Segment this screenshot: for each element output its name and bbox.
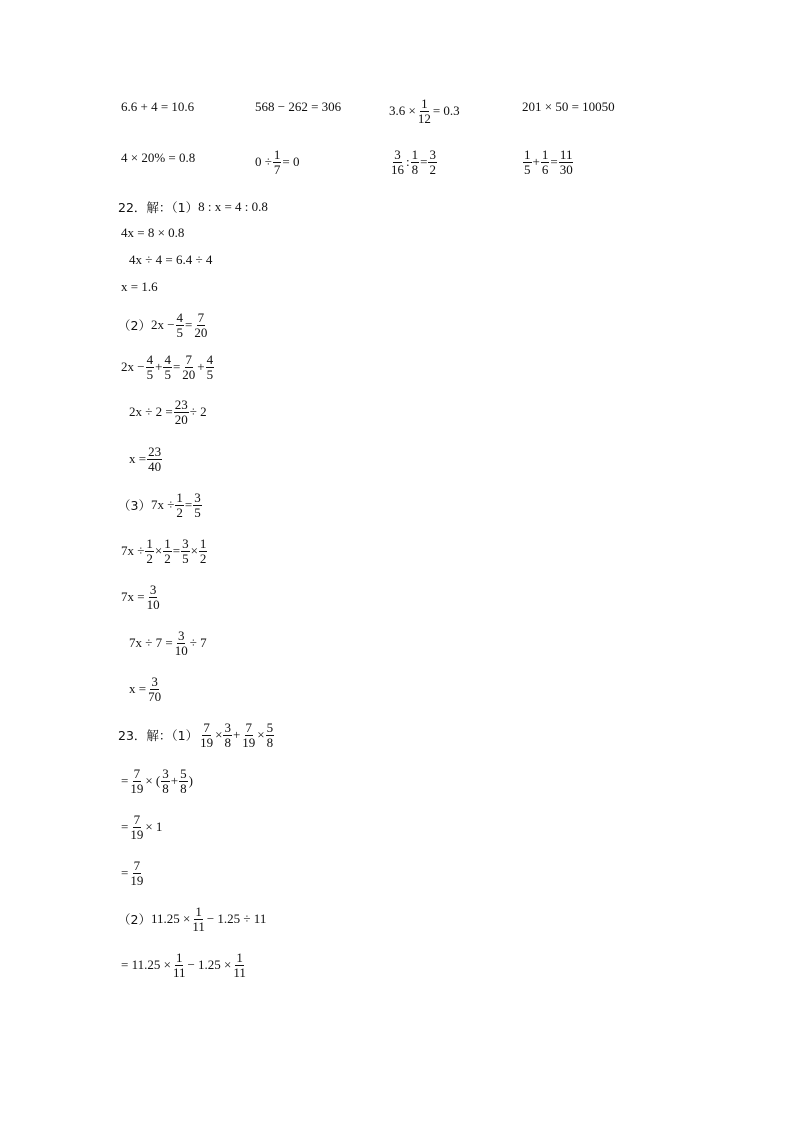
denominator: 8: [162, 780, 169, 796]
calc-operator: +: [197, 359, 205, 375]
denominator: 6: [541, 161, 549, 177]
denominator: 8: [180, 780, 187, 796]
denominator: 19: [130, 826, 144, 842]
numerator: 3: [182, 536, 189, 551]
denominator: 5: [176, 324, 184, 340]
numerator: 3: [162, 766, 169, 781]
numerator: 5: [266, 720, 274, 735]
numerator: 7: [133, 858, 141, 873]
fraction: [175, 491, 184, 519]
fraction: [172, 951, 187, 979]
q22-step2: [129, 252, 212, 268]
fraction: [541, 148, 550, 176]
denominator: 8: [224, 734, 231, 750]
numerator: 1: [175, 950, 183, 965]
numerator: 3: [224, 720, 231, 735]
fraction: [147, 675, 162, 703]
denominator: 5: [194, 504, 201, 520]
fraction: [266, 721, 275, 749]
calc-row1-d: [522, 99, 615, 115]
calc-operator: × (: [145, 773, 161, 789]
calc-operator: =: [121, 819, 129, 835]
denominator: 2: [429, 161, 436, 177]
q22-part3-step1: [121, 537, 208, 565]
numerator: 4: [164, 352, 171, 367]
numerator: 1: [164, 536, 171, 551]
numerator: 1: [199, 536, 207, 551]
q22-part3: [118, 491, 203, 519]
calc-text: − 1.25 ÷ 11: [206, 911, 267, 927]
numerator: 1: [176, 490, 183, 505]
q23-part2-step1: [121, 951, 248, 979]
calc-text: 2x −: [150, 317, 175, 333]
numerator: 1: [195, 904, 202, 919]
fraction: [145, 537, 154, 565]
fraction: [161, 767, 170, 795]
numerator: 1: [273, 147, 281, 162]
calc-row2-b: [255, 148, 299, 176]
calc-operator: ×: [190, 543, 198, 559]
denominator: 7: [273, 161, 281, 177]
calc-text: 2x ÷ 2 =: [129, 404, 173, 420]
fraction: [129, 767, 144, 795]
fraction: [129, 859, 144, 887]
fraction: [206, 353, 215, 381]
numerator: 1: [411, 147, 419, 162]
denominator: 19: [130, 780, 144, 796]
calc-operator: +: [155, 359, 163, 375]
denominator: 20: [182, 366, 196, 382]
calc-expression: 201 × 50 = 10050: [522, 99, 615, 114]
calc-row1-c: [389, 97, 460, 125]
fraction: [559, 148, 574, 176]
fraction: [191, 905, 206, 933]
numerator: 3: [149, 582, 157, 597]
calc-operator: =: [172, 359, 181, 375]
numerator: 7: [133, 812, 141, 827]
equation-step: x = 1.6: [121, 279, 158, 294]
q22-part2: [118, 311, 209, 339]
denominator: 11: [172, 964, 186, 980]
q22-step3: [121, 279, 158, 295]
calc-expression: 568 − 262 = 306: [255, 99, 342, 114]
part-label: （2）: [118, 318, 151, 334]
calc-text: ÷ 7: [189, 635, 207, 651]
numerator: 3: [194, 490, 201, 505]
calc-operator: ×: [257, 727, 265, 743]
q23-part2: [118, 905, 266, 933]
fraction: [417, 97, 432, 125]
calc-operator: =: [550, 154, 558, 170]
q22-header: [118, 198, 268, 216]
numerator: 23: [174, 397, 188, 412]
q23-step3: [121, 859, 145, 887]
calc-operator: +: [532, 154, 540, 170]
calc-operator: ×: [215, 727, 223, 743]
equation: 8 : x = 4 : 0.8: [198, 199, 268, 214]
calc-operator: +: [232, 727, 241, 743]
denominator: 20: [194, 324, 208, 340]
calc-operator: =: [185, 317, 193, 333]
denominator: 40: [148, 458, 162, 474]
fraction: [523, 148, 532, 176]
denominator: 16: [391, 161, 404, 177]
numerator: 7: [203, 720, 210, 735]
denominator: 11: [192, 918, 205, 934]
calc-row1-a: [121, 99, 194, 115]
denominator: 2: [164, 550, 171, 566]
denominator: 5: [164, 366, 171, 382]
calc-operator: =: [420, 154, 428, 170]
denominator: 20: [174, 411, 188, 427]
calc-text: = 11.25 ×: [121, 957, 171, 973]
denominator: 12: [417, 110, 431, 126]
calc-operator: =: [121, 773, 129, 789]
calc-operator: :: [406, 154, 410, 170]
calc-operator: ×: [154, 543, 163, 559]
calc-expression: 6.6 + 4 = 10.6: [121, 99, 195, 114]
fraction: [199, 721, 214, 749]
calc-operator: =: [184, 497, 193, 513]
fraction: [193, 311, 208, 339]
calc-text: x =: [129, 681, 147, 697]
fraction: [199, 537, 208, 565]
calc-text: × 1: [145, 819, 163, 835]
calc-row2-d: [522, 148, 575, 176]
calc-operator: =: [121, 865, 129, 881]
fraction: [146, 353, 155, 381]
numerator: 3: [429, 147, 436, 162]
q23-step2: [121, 813, 162, 841]
denominator: 10: [146, 596, 160, 612]
calc-text: 11.25 ×: [150, 911, 191, 927]
numerator: 5: [180, 766, 187, 781]
calc-operator: +: [170, 773, 179, 789]
denominator: 5: [182, 550, 189, 566]
calc-operator: ): [188, 773, 193, 789]
calc-text: = 0.3: [432, 103, 460, 119]
fraction: [232, 951, 247, 979]
numerator: 23: [148, 444, 162, 459]
numerator: 1: [421, 96, 428, 111]
calc-operator: =: [172, 543, 181, 559]
numerator: 7: [245, 720, 253, 735]
fraction: [163, 353, 172, 381]
equation-step: 4x = 8 × 0.8: [121, 225, 185, 240]
fraction: [181, 353, 196, 381]
fraction: [273, 148, 282, 176]
fraction: [129, 813, 144, 841]
calc-text: 3.6 ×: [389, 103, 416, 119]
fraction: [241, 721, 256, 749]
q22-part2-step1: [121, 353, 215, 381]
q22-step1: [121, 225, 184, 241]
fraction: [179, 767, 188, 795]
fraction: [411, 148, 420, 176]
numerator: 1: [524, 147, 531, 162]
denominator: 2: [176, 504, 183, 520]
numerator: 11: [559, 147, 573, 162]
fraction: [146, 583, 161, 611]
fraction: [174, 629, 189, 657]
calc-text: ÷ 2: [189, 404, 207, 420]
numerator: 4: [206, 352, 214, 367]
denominator: 30: [559, 161, 573, 177]
calc-text: = 0: [282, 154, 300, 170]
fraction: [223, 721, 232, 749]
fraction: [428, 148, 437, 176]
fraction: [147, 445, 162, 473]
numerator: 4: [176, 310, 184, 325]
fraction: [390, 148, 405, 176]
q22-part3-step2: [121, 583, 162, 611]
calc-row1-b: [255, 99, 341, 115]
question-label: 22．解：（1）: [118, 200, 199, 215]
q22-part2-step3: [129, 445, 163, 473]
calc-text: x =: [129, 451, 147, 467]
numerator: 4: [146, 352, 154, 367]
calc-text: 7x =: [121, 589, 145, 605]
equation-step: 4x ÷ 4 = 6.4 ÷ 4: [129, 252, 213, 267]
numerator: 1: [236, 950, 243, 965]
fraction: [163, 537, 172, 565]
q22-part3-step4: [129, 675, 163, 703]
fraction: [181, 537, 190, 565]
q22-part2-step2: [129, 398, 207, 426]
q23-header: [118, 721, 275, 749]
calc-text: 7x ÷: [150, 497, 175, 513]
numerator: 7: [197, 310, 205, 325]
calc-text: − 1.25 ×: [187, 957, 232, 973]
q23-step1: [121, 767, 193, 795]
denominator: 2: [146, 550, 153, 566]
numerator: 7: [133, 766, 141, 781]
denominator: 11: [233, 964, 246, 980]
denominator: 19: [130, 872, 144, 888]
denominator: 70: [148, 688, 162, 704]
denominator: 5: [524, 161, 531, 177]
denominator: 8: [266, 734, 274, 750]
fraction: [174, 398, 189, 426]
fraction: [193, 491, 202, 519]
calc-row2-c: [389, 148, 438, 176]
calc-row2-a: [121, 150, 195, 166]
numerator: 3: [394, 147, 401, 162]
q22-part3-step3: [129, 629, 207, 657]
denominator: 10: [174, 642, 188, 658]
fraction: [176, 311, 185, 339]
numerator: 7: [185, 352, 193, 367]
numerator: 3: [177, 628, 185, 643]
denominator: 5: [206, 366, 214, 382]
denominator: 19: [200, 734, 214, 750]
numerator: 1: [541, 147, 549, 162]
denominator: 8: [411, 161, 419, 177]
part-label: （2）: [118, 912, 151, 928]
numerator: 3: [151, 674, 158, 689]
calc-text: 0 ÷: [255, 154, 272, 170]
denominator: 19: [242, 734, 256, 750]
part-label: （3）: [118, 498, 151, 514]
question-label: 23．解：（1）: [118, 728, 199, 744]
calc-text: 2x −: [121, 359, 145, 375]
calc-expression: 4 × 20% = 0.8: [121, 150, 196, 165]
calc-text: 7x ÷: [121, 543, 145, 559]
denominator: 5: [146, 366, 154, 382]
calc-text: 7x ÷ 7 =: [129, 635, 173, 651]
denominator: 2: [199, 550, 207, 566]
numerator: 1: [146, 536, 153, 551]
